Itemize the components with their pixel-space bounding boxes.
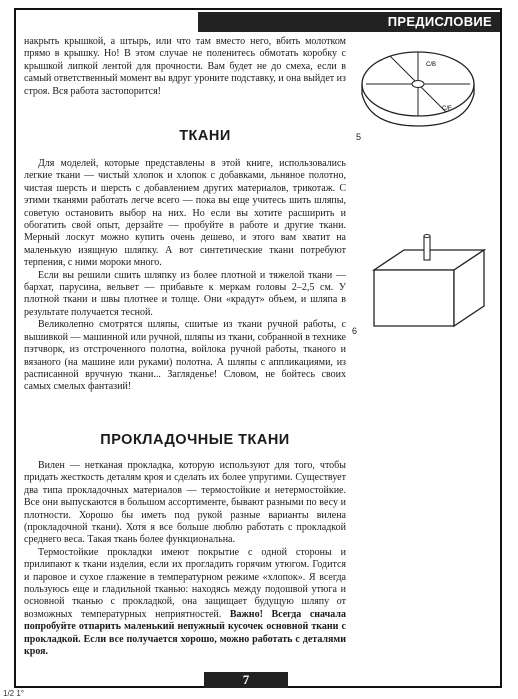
box-stand-icon — [352, 228, 492, 338]
mark-cb: C/B — [426, 62, 437, 68]
interfacing-paragraph — [24, 547, 346, 659]
section-interfacing — [24, 432, 346, 659]
section-heading-fabrics: ТКАНИ — [179, 128, 231, 144]
page-number: 7 — [242, 672, 250, 687]
interfacing-last-text: Термостойкие прокладки имеют покрытие с одной стороны и прилипают к ткани изделия, если их прогладить горячим утюгом. Годится и паровое и сухое глажение в температурном режиме «хлопок». Я всегда пользуюсь еще и гладильной тканью: находясь между подошвой утюга и основной тканью с прокладкой, она защищает будущую шляпу от возможных температурных неприятностей. — [24, 546, 346, 620]
header-bar — [198, 12, 500, 32]
fabrics-paragraph: Для моделей, которые представлены в этой книге, использовались легкие ткани — чистый хлопок и хлопок с добавками, льняное полотно, чистая шерсть и шерсть с добавлением других материалов, трикотаж. С этими тканями работать легче всего — пока вы еще учитесь шить шляпы, советую остановить выбор на них. Но если вы хотите расширить и обогатить свой опыт, дерзайте — пробуйте в работе и другие ткани. Мерный лоскут можно купить очень дешево, и этого вам хватит на маленькую изящную шляпку. А вот синтетические ткани потребуют терпения, с ними мороки много. — [24, 158, 346, 269]
mark-cf: C/F — [442, 106, 452, 112]
page-section-title: ПРЕДИСЛОВИЕ — [387, 14, 492, 29]
fabrics-paragraph: Если вы решили сшить шляпку из более плотной и тяжелой ткани — бархат, парусина, вельвет — прибавьте к меркам головы 2–2,5 см. У плотной ткани и швы плотнее и толще. Они «крадут» объем, и шляпа в результате получается тесной. — [24, 269, 346, 318]
section-heading-interfacing: ПРОКЛАДОЧНЫЕ ТКАНИ — [100, 432, 290, 448]
figure-round-stand — [350, 44, 490, 154]
footer-bar — [204, 672, 288, 688]
section-fabrics — [24, 128, 346, 394]
fabrics-paragraph: Великолепно смотрятся шляпы, сшитые из ткани ручной работы, с вышивкой — машинной или ручной, шляпы из ткани, собранной в технике пэтчворк, из отстроченного полотна, войлока ручной работы, тканого и вязаного (на машине или руками) полотна. А шляпы с аппликациями, из расписанной вручную ткани... Загляденье! Словом, не бойтесь своих самых смелых фантазий! — [24, 319, 346, 393]
round-stand-icon — [350, 44, 490, 154]
intro-block — [24, 36, 346, 98]
interfacing-paragraph: Вилен — нетканая прокладка, которую используют для того, чтобы придать жесткость деталям кроя и сделать их более упругими. Существует два типа прокладочных материалов — термостойкие и нетермостойкие. Все они выпускаются в большом ассортименте, бывают разными по весу и плотности. Хорошо бы иметь под рукой разные варианты вилена (прокладочной ткани). Хотя я все больше люблю работать с прокладкой среднего веса. Такая ткань более функциональна. — [24, 460, 346, 546]
figure-box-stand — [352, 228, 492, 338]
figure-label: 5 — [356, 132, 362, 142]
figure-label: 6 — [352, 326, 358, 336]
important-note: Важно! Всегда сначала попробуйте отпарить маленький непужный кусочек основной ткани с прокладкой. Если все получается хорошо, можно работать с деталями кроя. — [24, 608, 346, 658]
intro-paragraph: накрыть крышкой, а штырь, или что там вместо него, вбить молотком прямо в крышку. Но! В этом случае не поленитесь обмотать коробку с крышкой липкой лентой для прочности. Вам будет не до смеха, если в самый ответственный момент вы вдруг уроните подставку, и она выйдет из строя. Вся работа застопорится! — [24, 36, 346, 97]
scan-mark: 1/2 1° — [3, 689, 24, 698]
